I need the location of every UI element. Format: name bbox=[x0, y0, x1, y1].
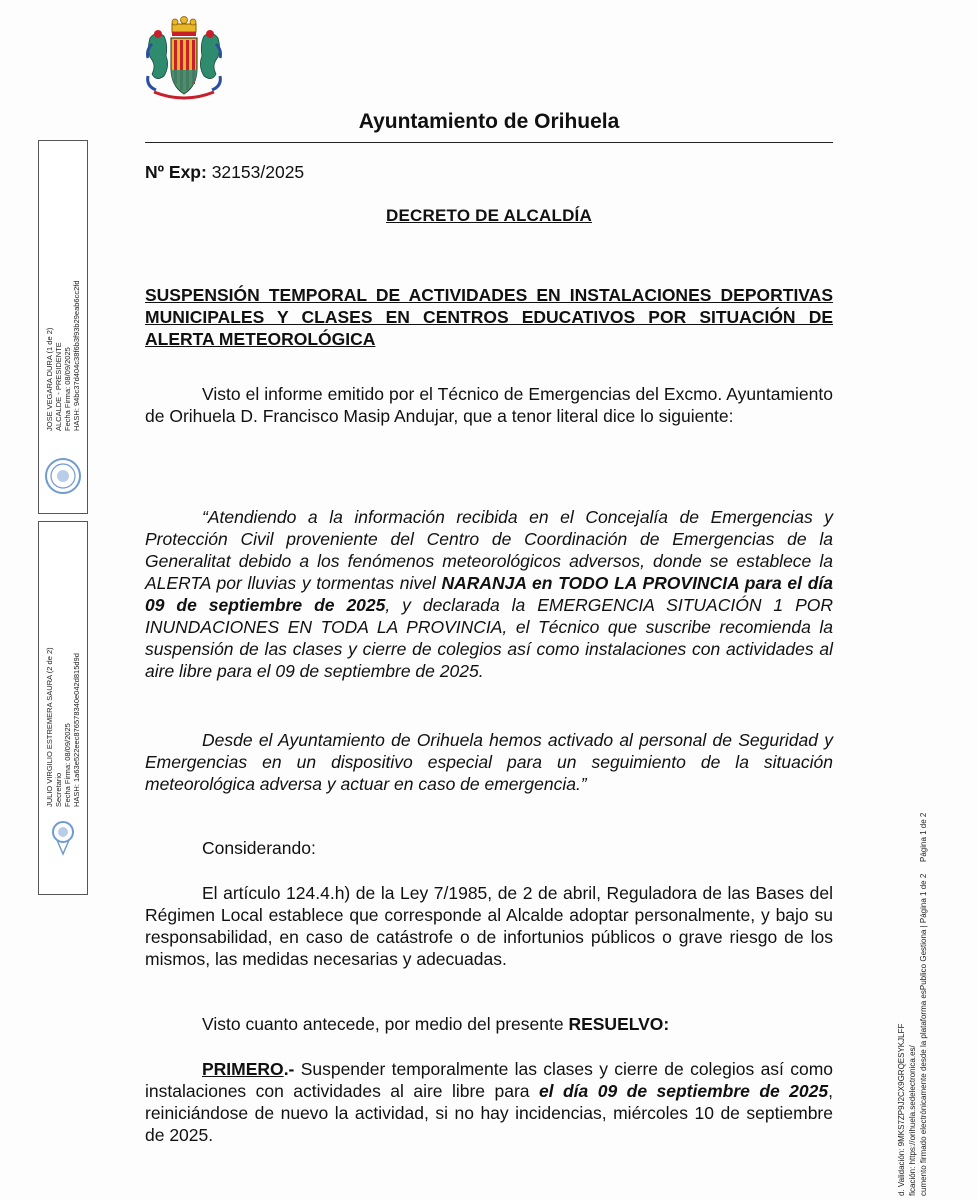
signature-hash: HASH: 1a63e522eec876578340e042d815d9d bbox=[72, 653, 81, 807]
signature-name: JOSE VEGARA DURA (1 de 2) bbox=[45, 327, 54, 431]
signature-role: Secretario bbox=[54, 772, 63, 807]
signature-role: ALCALDE - PRESIDENTE bbox=[54, 342, 63, 431]
validation-code: d. Validación: 9MKS7ZP9J2CX9GRQESYKJLFF bbox=[897, 1023, 906, 1196]
quote-text-a: “Atendiendo a la información recibida en el Concejalía de Emergencias y Protección Civil proveniente del Centro de Coordinación de Emergencias de la Generalitat debido a los fenómenos meteorológicos adversos, donde se establece la ALERTA por lluvias y tormentas nivel bbox=[145, 507, 833, 593]
decree-title: DECRETO DE ALCALDÍA bbox=[386, 206, 592, 225]
decree-subject: SUSPENSIÓN TEMPORAL DE ACTIVIDADES EN INSTALACIONES DEPORTIVAS MUNICIPALES Y CLASES EN CENTROS EDUCATIVOS POR SITUACIÓN DE ALERTA METEOROLÓGICA bbox=[145, 285, 833, 349]
quote-highlight: NARANJA en TODO LA PROVINCIA para el día 09 de septiembre de 2025 bbox=[145, 573, 833, 615]
paragraph-articulo: El artículo 124.4.h) de la Ley 7/1985, de 2 de abril, Reguladora de las Bases del Régimen Local establece que corresponde al Alcalde adoptar personalmente, y bajo su responsabilidad, en caso de catástrofe o de infortunios públicos o grave riesgo de los mismos, las medidas necesarias y adecuadas. bbox=[145, 883, 833, 969]
title-divider bbox=[145, 142, 833, 143]
signature-date: Fecha Firma: 08/09/2025 bbox=[63, 347, 72, 431]
signature-name: JULIO VIRGILIO ESTREMERA SAURA (2 de 2) bbox=[45, 647, 54, 807]
visto-cuanto-text: Visto cuanto antecede, por medio del presente bbox=[202, 1014, 569, 1034]
signature-hash: HASH: 94bc37d404c38f6b3f93b29eab6cc2fd bbox=[72, 280, 81, 431]
quote-text-b: , y declarada la EMERGENCIA SITUACIÓN 1 POR INUNDACIONES EN TODA LA PROVINCIA, el Técnico que suscribe recomienda la suspensión de las clases y cierre de colegios así como instalaciones con actividades al aire libre para el 09 de septiembre de 2025. bbox=[145, 595, 833, 681]
primero-label: PRIMERO bbox=[202, 1059, 284, 1079]
primero-text-a: Suspender temporalmente las clases y cierre de colegios así como instalaciones con actividades al aire libre para bbox=[145, 1059, 834, 1101]
expediente-label: Nº Exp: bbox=[145, 162, 207, 182]
paragraph-primero bbox=[145, 1058, 833, 1146]
expediente-line bbox=[145, 162, 304, 183]
platform-note: cumento firmado electrónicamente desde la plataforma esPublico Gestiona | Página 1 de 2 bbox=[919, 873, 928, 1196]
paragraph-visto-cuanto bbox=[145, 1013, 833, 1035]
coat-of-arms-logo bbox=[142, 16, 226, 102]
verification-url[interactable]: ficación: https://orihuela.sedelectronica.es/ bbox=[908, 1045, 917, 1196]
official-seal-icon bbox=[44, 818, 82, 856]
paragraph-visto-informe: Visto el informe emitido por el Técnico de Emergencias del Excmo. Ayuntamiento de Orihuela D. Francisco Masip Andujar, que a tenor literal dice lo siguiente: bbox=[145, 384, 833, 426]
resuelvo-label: RESUELVO: bbox=[568, 1014, 670, 1034]
page-title: Ayuntamiento de Orihuela bbox=[358, 110, 620, 133]
signature-box-alcalde bbox=[38, 140, 88, 514]
paragraph-quote-dispositivo: Desde el Ayuntamiento de Orihuela hemos activado al personal de Seguridad y Emergencias en un dispositivo especial para un seguimiento de la situación meteorológica adversa y actuar en caso de emergencia.” bbox=[145, 730, 833, 794]
paragraph-considerando: Considerando: bbox=[202, 838, 316, 858]
expediente-number: 32153/2025 bbox=[211, 162, 305, 182]
signature-box-secretario bbox=[38, 521, 88, 895]
primero-separator: .- bbox=[283, 1059, 301, 1079]
official-seal-icon bbox=[44, 457, 82, 495]
primero-text-b: , reiniciándose de nuevo la actividad, si no hay incidencias, miércoles 10 de septiembre de 2025. bbox=[145, 1081, 833, 1145]
paragraph-quote-alert bbox=[145, 506, 833, 682]
primero-date: el día 09 de septiembre de 2025 bbox=[538, 1081, 829, 1101]
signature-date: Fecha Firma: 08/09/2025 bbox=[63, 723, 72, 807]
page-counter: Página 1 de 2 bbox=[919, 812, 928, 862]
